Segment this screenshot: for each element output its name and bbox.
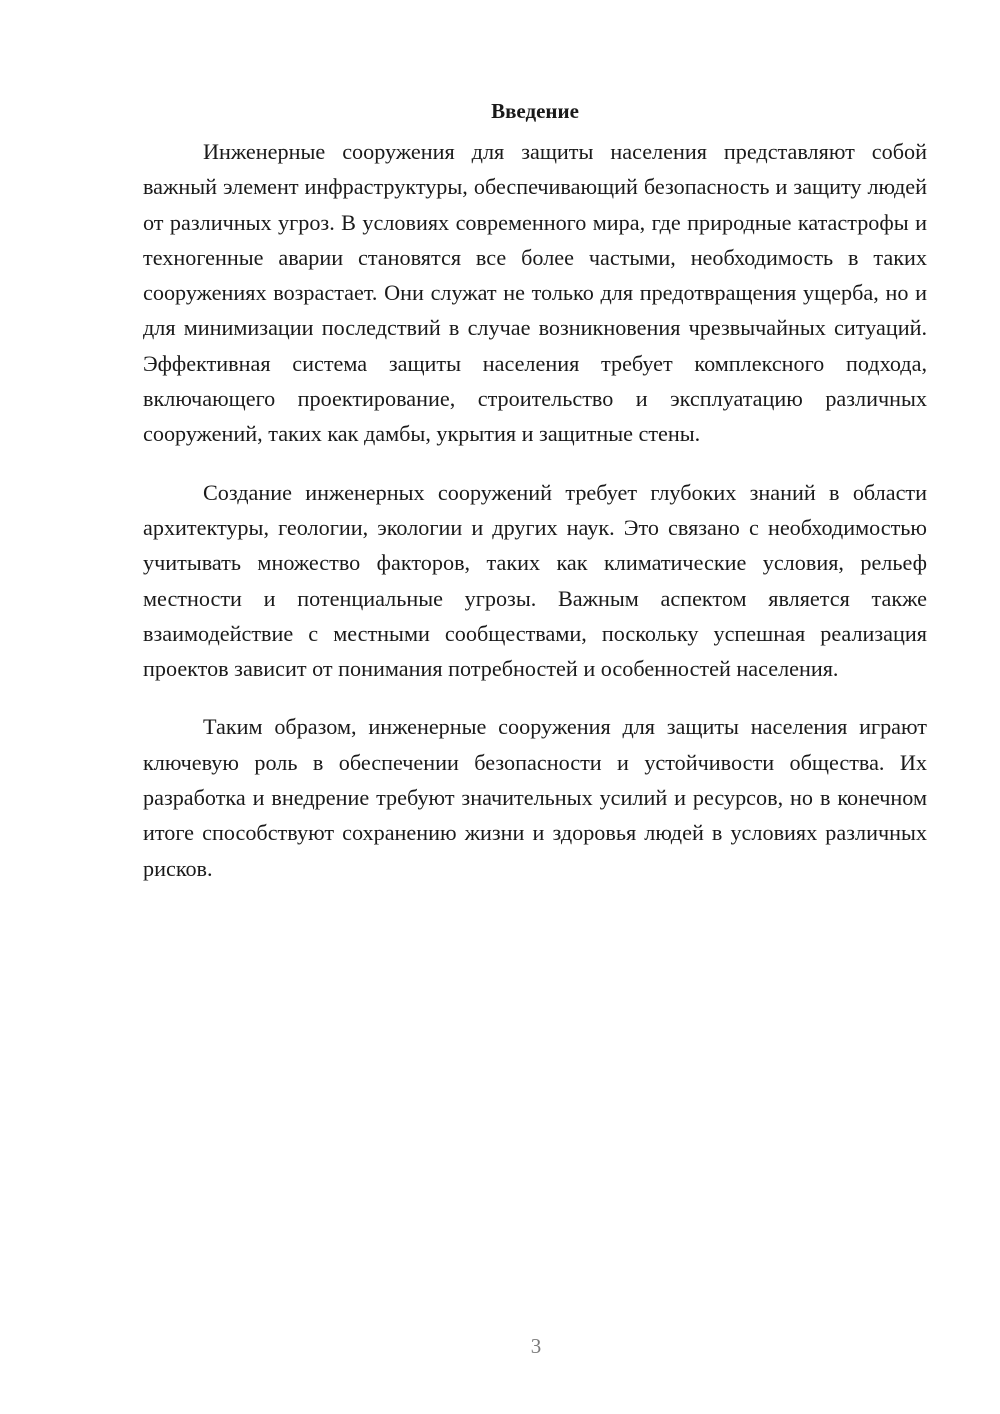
page-number: 3 (530, 1334, 542, 1358)
paragraph-1: Инженерные сооружения для защиты населения представляют собой важный элемент инфраструктуры, обеспечивающий безопасность и защиту людей от различных угроз. В условиях современного мира, где природные катастрофы и техногенные аварии становятся все более частыми, необходимость в таких сооружениях возрастает. Они служат не только для предотвращения ущерба, но и для минимизации последствий в случае возникновения чрезвычайных ситуаций. Эффективная система защиты населения требует комплексного подхода, включающего проектирование, строительство и эксплуатацию различных сооружений, таких как дамбы, укрытия и защитные стены. (143, 139, 927, 447)
page-content (143, 96, 927, 909)
paragraph-2: Создание инженерных сооружений требует глубоких знаний в области архитектуры, геологии, экологии и других наук. Это связано с необходимостью учитывать множество факторов, таких как климатические условия, рельеф местности и потенциальные угрозы. Важным аспектом является также взаимодействие с местными сообществами, поскольку успешная реализация проектов зависит от понимания потребностей и особенностей населения. (143, 479, 927, 682)
section-heading: Введение (491, 99, 579, 123)
paragraph-3: Таким образом, инженерные сооружения для защиты населения играют ключевую роль в обеспечении безопасности и устойчивости общества. Их разработка и внедрение требуют значительных усилий и ресурсов, но в конечном итоге способствуют сохранению жизни и здоровья людей в условиях различных рисков. (143, 714, 927, 881)
